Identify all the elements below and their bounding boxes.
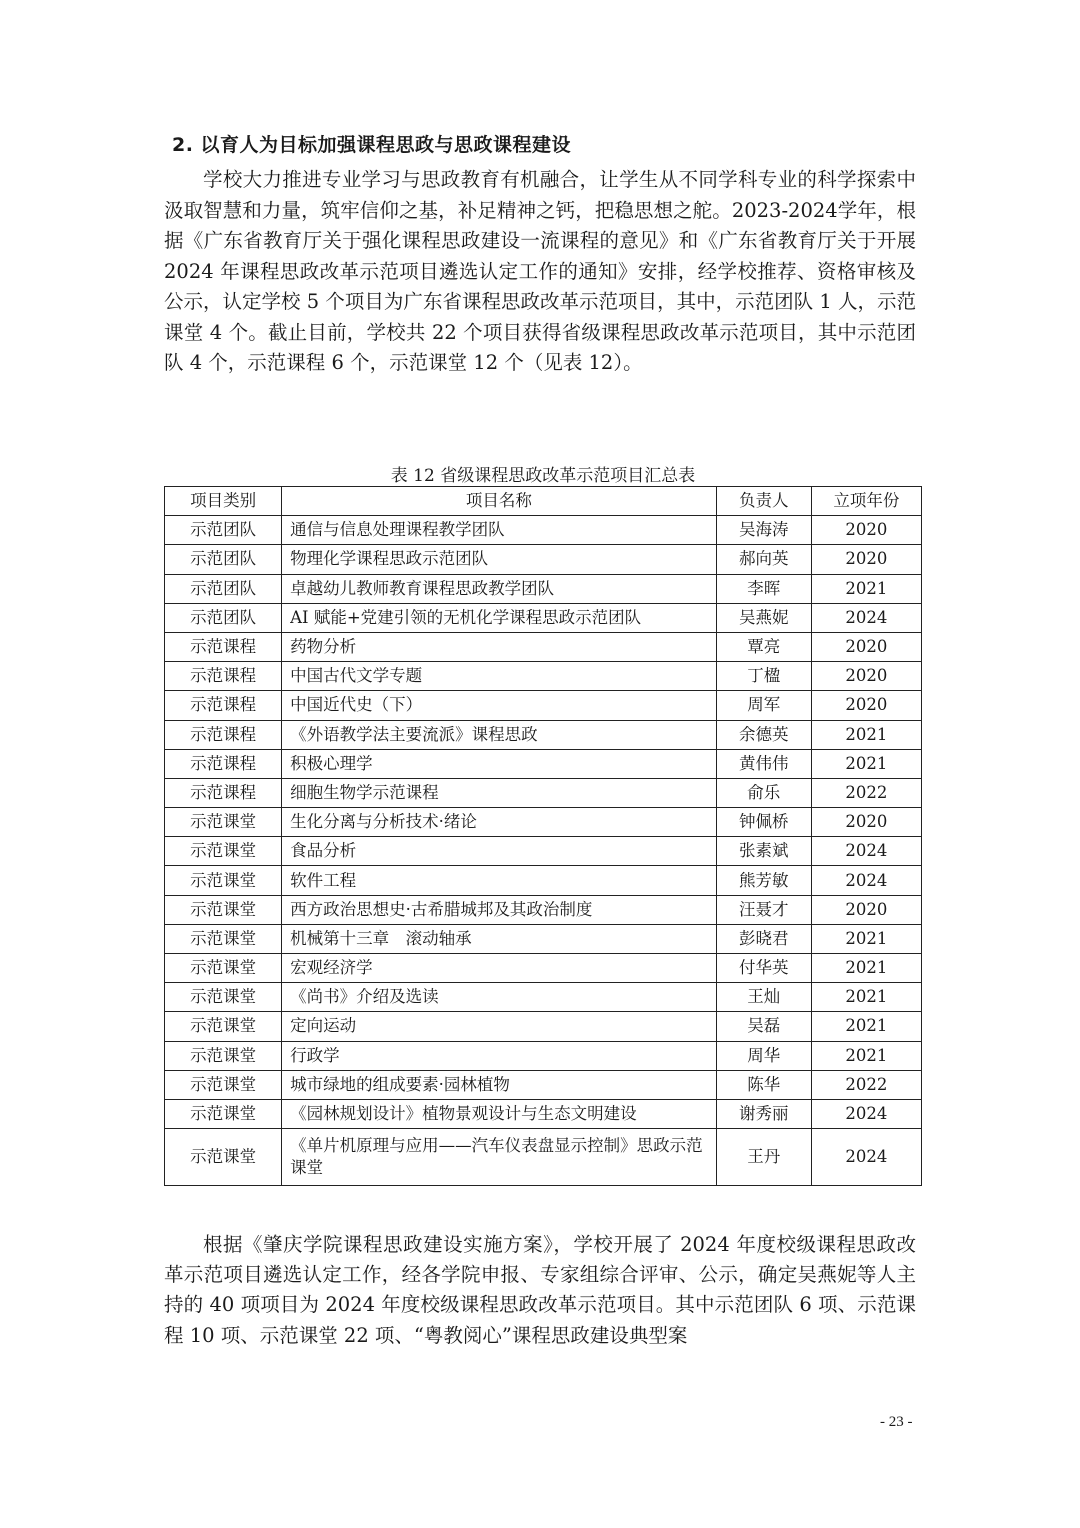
header-name: 项目名称 (282, 487, 717, 516)
table-row (165, 749, 922, 778)
table-row (165, 545, 922, 574)
cell-leader: 彭晓君 (716, 924, 811, 953)
cell-name: 物理化学课程思政示范团队 (282, 545, 717, 574)
cell-name: 生化分离与分析技术·绪论 (282, 808, 717, 837)
cell-leader: 吴燕妮 (716, 603, 811, 632)
table-row (165, 1012, 922, 1041)
header-year: 立项年份 (811, 487, 921, 516)
table-row (165, 662, 922, 691)
cell-year: 2020 (811, 516, 921, 545)
closing-paragraph: 根据《肇庆学院课程思政建设实施方案》，学校开展了 2024 年度校级课程思政改革示范项目遴选认定工作，经各学院申报、专家组综合评审、公示，确定吴燕妮等人主持的 40 项项目为 2024 年度校级课程思政改革示范项目。其中示范团队 6 项、示范课程 10 项、示范课堂 22 项、“粤教阅心”课程思政建设典型案 (164, 1233, 916, 1347)
cell-name: 行政学 (282, 1041, 717, 1070)
cell-leader: 覃亮 (716, 632, 811, 661)
cell-year: 2020 (811, 691, 921, 720)
page-number: - 23 - (880, 1414, 913, 1430)
cell-name: 《单片机原理与应用——汽车仪表盘显示控制》思政示范课堂 (282, 1129, 717, 1186)
cell-type: 示范课程 (165, 662, 282, 691)
cell-type: 示范课堂 (165, 924, 282, 953)
cell-name: 细胞生物学示范课程 (282, 778, 717, 807)
cell-leader: 陈华 (716, 1070, 811, 1099)
table-row (165, 954, 922, 983)
cell-type: 示范课程 (165, 778, 282, 807)
cell-year: 2022 (811, 778, 921, 807)
cell-year: 2020 (811, 662, 921, 691)
cell-year: 2024 (811, 837, 921, 866)
cell-year: 2021 (811, 574, 921, 603)
cell-name: 药物分析 (282, 632, 717, 661)
table-row (165, 516, 922, 545)
cell-year: 2020 (811, 632, 921, 661)
table-row (165, 574, 922, 603)
cell-year: 2024 (811, 1099, 921, 1128)
cell-year: 2024 (811, 1129, 921, 1186)
cell-leader: 王丹 (716, 1129, 811, 1186)
cell-name: 软件工程 (282, 866, 717, 895)
cell-name: 《外语教学法主要流派》课程思政 (282, 720, 717, 749)
cell-leader: 周华 (716, 1041, 811, 1070)
section-heading: 2. 以育人为目标加强课程思政与思政课程建设 (172, 134, 572, 156)
cell-leader: 周军 (716, 691, 811, 720)
header-leader: 负责人 (716, 487, 811, 516)
table-row (165, 895, 922, 924)
cell-name: 机械第十三章 滚动轴承 (282, 924, 717, 953)
cell-name: 中国近代史（下） (282, 691, 717, 720)
cell-type: 示范课堂 (165, 837, 282, 866)
cell-type: 示范团队 (165, 603, 282, 632)
cell-type: 示范课堂 (165, 1099, 282, 1128)
table-row (165, 603, 922, 632)
cell-type: 示范课程 (165, 632, 282, 661)
cell-type: 示范课堂 (165, 1070, 282, 1099)
cell-year: 2020 (811, 895, 921, 924)
table-row (165, 778, 922, 807)
table-row (165, 691, 922, 720)
cell-leader: 李晖 (716, 574, 811, 603)
cell-type: 示范课程 (165, 749, 282, 778)
cell-year: 2021 (811, 954, 921, 983)
table-row (165, 1070, 922, 1099)
cell-leader: 熊芳敏 (716, 866, 811, 895)
cell-leader: 黄伟伟 (716, 749, 811, 778)
table-row (165, 1041, 922, 1070)
table-row (165, 866, 922, 895)
cell-leader: 吴海涛 (716, 516, 811, 545)
cell-name: 通信与信息处理课程教学团队 (282, 516, 717, 545)
cell-type: 示范课堂 (165, 1129, 282, 1186)
table-header-row (165, 487, 922, 516)
cell-year: 2021 (811, 924, 921, 953)
table-row (165, 1129, 922, 1186)
cell-year: 2021 (811, 983, 921, 1012)
cell-name: 城市绿地的组成要素·园林植物 (282, 1070, 717, 1099)
cell-leader: 付华英 (716, 954, 811, 983)
header-type: 项目类别 (165, 487, 282, 516)
table-caption: 表 12 省级课程思政改革示范项目汇总表 (390, 466, 696, 486)
cell-type: 示范课堂 (165, 1041, 282, 1070)
cell-year: 2020 (811, 545, 921, 574)
cell-type: 示范团队 (165, 574, 282, 603)
cell-name: 中国古代文学专题 (282, 662, 717, 691)
projects-table (164, 486, 922, 1186)
cell-leader: 郝向英 (716, 545, 811, 574)
cell-leader: 丁楹 (716, 662, 811, 691)
table-row (165, 1099, 922, 1128)
cell-name: 卓越幼儿教师教育课程思政教学团队 (282, 574, 717, 603)
cell-leader: 汪聂才 (716, 895, 811, 924)
cell-type: 示范团队 (165, 516, 282, 545)
cell-name: 宏观经济学 (282, 954, 717, 983)
cell-leader: 钟佩桥 (716, 808, 811, 837)
cell-year: 2022 (811, 1070, 921, 1099)
cell-type: 示范课堂 (165, 895, 282, 924)
cell-type: 示范团队 (165, 545, 282, 574)
cell-name: 《园林规划设计》植物景观设计与生态文明建设 (282, 1099, 717, 1128)
cell-leader: 余德英 (716, 720, 811, 749)
cell-year: 2021 (811, 1012, 921, 1041)
cell-leader: 张素斌 (716, 837, 811, 866)
cell-type: 示范课堂 (165, 866, 282, 895)
table-row (165, 924, 922, 953)
cell-name: 《尚书》介绍及选读 (282, 983, 717, 1012)
cell-type: 示范课程 (165, 691, 282, 720)
cell-name: 积极心理学 (282, 749, 717, 778)
cell-type: 示范课堂 (165, 954, 282, 983)
cell-leader: 吴磊 (716, 1012, 811, 1041)
cell-year: 2021 (811, 749, 921, 778)
table-row (165, 808, 922, 837)
cell-type: 示范课堂 (165, 983, 282, 1012)
cell-leader: 谢秀丽 (716, 1099, 811, 1128)
cell-type: 示范课堂 (165, 1012, 282, 1041)
cell-name: 定向运动 (282, 1012, 717, 1041)
table-row (165, 720, 922, 749)
table-row (165, 837, 922, 866)
intro-paragraph: 学校大力推进专业学习与思政教育有机融合，让学生从不同学科专业的科学探索中汲取智慧和力量，筑牢信仰之基，补足精神之钙，把稳思想之舵。2023-2024学年，根据《广东省教育厅关于强化课程思政建设一流课程的意见》和《广东省教育厅关于开展 2024 年课程思政改革示范项目遴选认定工作的通知》安排，经学校推荐、资格审核及公示，认定学校 5 个项目为广东省课程思政改革示范项目，其中，示范团队 1 人，示范课堂 4 个。截止目前，学校共 22 个项目获得省级课程思政改革示范项目，其中示范团队 4 个，示范课程 6 个，示范课堂 12 个（见表 12）。 (164, 168, 916, 374)
cell-type: 示范课堂 (165, 808, 282, 837)
cell-year: 2021 (811, 720, 921, 749)
cell-year: 2024 (811, 866, 921, 895)
cell-year: 2020 (811, 808, 921, 837)
cell-leader: 俞乐 (716, 778, 811, 807)
cell-name: 西方政治思想史·古希腊城邦及其政治制度 (282, 895, 717, 924)
table-row (165, 632, 922, 661)
cell-name: AI 赋能+党建引领的无机化学课程思政示范团队 (282, 603, 717, 632)
cell-year: 2024 (811, 603, 921, 632)
cell-type: 示范课程 (165, 720, 282, 749)
cell-year: 2021 (811, 1041, 921, 1070)
cell-leader: 王灿 (716, 983, 811, 1012)
table-row (165, 983, 922, 1012)
cell-name: 食品分析 (282, 837, 717, 866)
